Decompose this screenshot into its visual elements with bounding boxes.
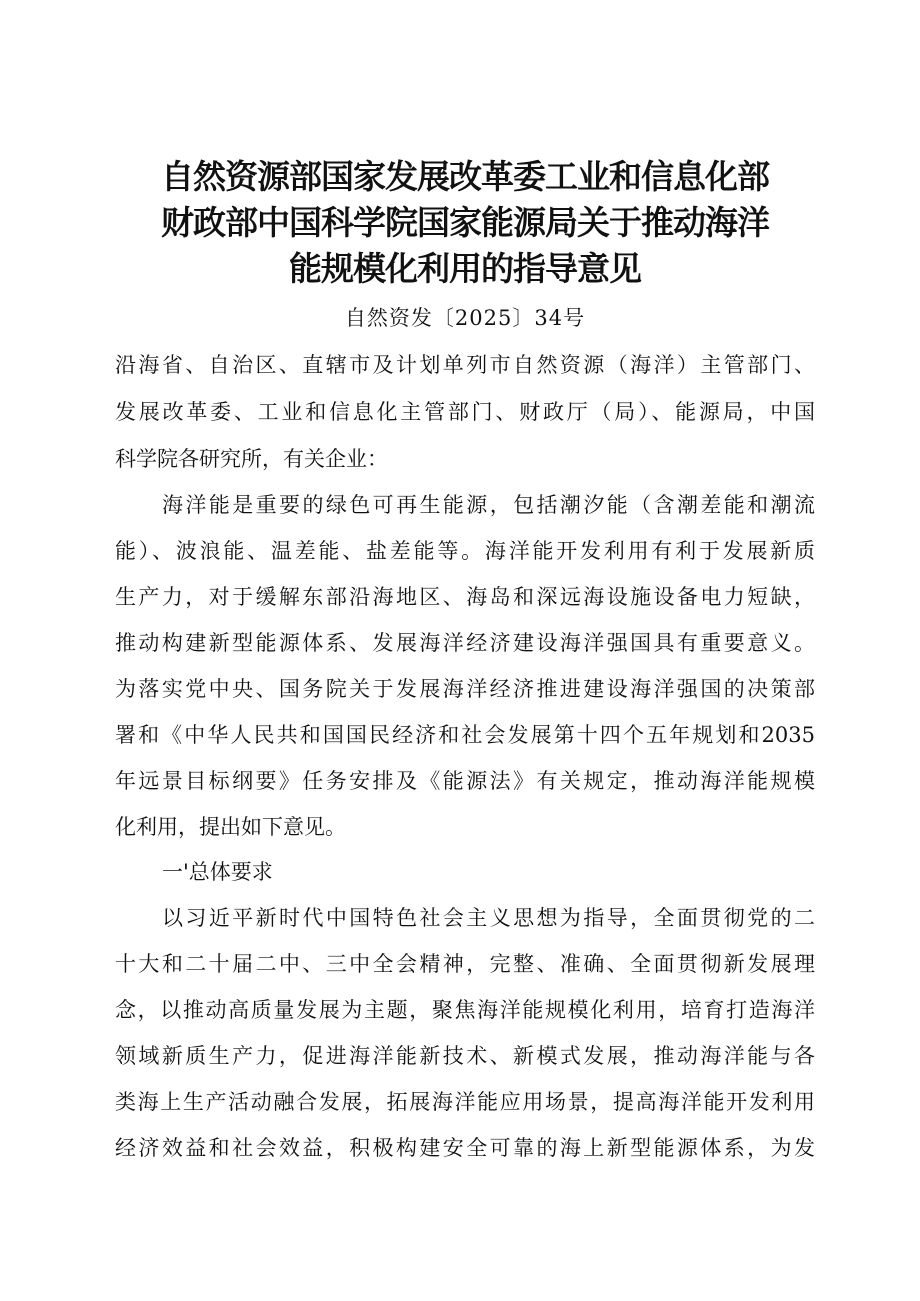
addressee-line: 沿海省、自治区、直辖市及计划单列市自然资源（海洋）主管部门、 — [115, 353, 815, 377]
intro-line: 署和《中华人民共和国国民经济和社会发展第十四个五年规划和2035 — [115, 723, 815, 747]
title-line-3: 能规模化利用的指导意见 — [289, 249, 641, 288]
intro-line: 能）、波浪能、温差能、盐差能等。海洋能开发利用有利于发展新质 — [115, 539, 815, 563]
section-body-line: 以习近平新时代中国特色社会主义思想为指导，全面贯彻党的二 — [162, 906, 815, 930]
title-line-1: 自然资源部国家发展改革委工业和信息化部 — [161, 157, 769, 196]
section-heading: 一'总体要求 — [162, 860, 273, 884]
section-body-line: 经济效益和社会效益，积极构建安全可靠的海上新型能源体系，为发 — [115, 1136, 815, 1160]
intro-line: 为落实党中央、国务院关于发展海洋经济推进建设海洋强国的决策部 — [115, 677, 815, 701]
intro-line: 生产力，对于缓解东部沿海地区、海岛和深远海设施设备电力短缺， — [115, 585, 815, 609]
document-title — [120, 154, 810, 292]
section-body-line: 类海上生产活动融合发展，拓展海洋能应用场景，提高海洋能开发利用 — [115, 1090, 815, 1114]
intro-line: 推动构建新型能源体系、发展海洋经济建设海洋强国具有重要意义。 — [115, 631, 815, 655]
addressee-line: 发展改革委、工业和信息化主管部门、财政厅（局）、能源局，中国 — [115, 400, 815, 424]
addressee-line: 科学院各研究所，有关企业： — [115, 447, 388, 471]
intro-line: 化利用，提出如下意见。 — [115, 815, 346, 839]
title-line-2: 财政部中国科学院国家能源局关于推动海洋 — [161, 203, 769, 242]
section-body-line: 领域新质生产力，促进海洋能新技术、新模式发展，推动海洋能与各 — [115, 1044, 815, 1068]
section-body-line: 十大和二十届二中、三中全会精神，完整、准确、全面贯彻新发展理 — [115, 952, 815, 976]
document-number: 自然资发〔2025〕34号 — [344, 306, 586, 330]
intro-line: 年远景目标纲要》任务安排及《能源法》有关规定，推动海洋能规模 — [115, 769, 815, 793]
section-body-line: 念，以推动高质量发展为主题，聚焦海洋能规模化利用，培育打造海洋 — [115, 998, 815, 1022]
intro-line: 海洋能是重要的绿色可再生能源，包括潮汐能（含潮差能和潮流 — [162, 493, 815, 517]
